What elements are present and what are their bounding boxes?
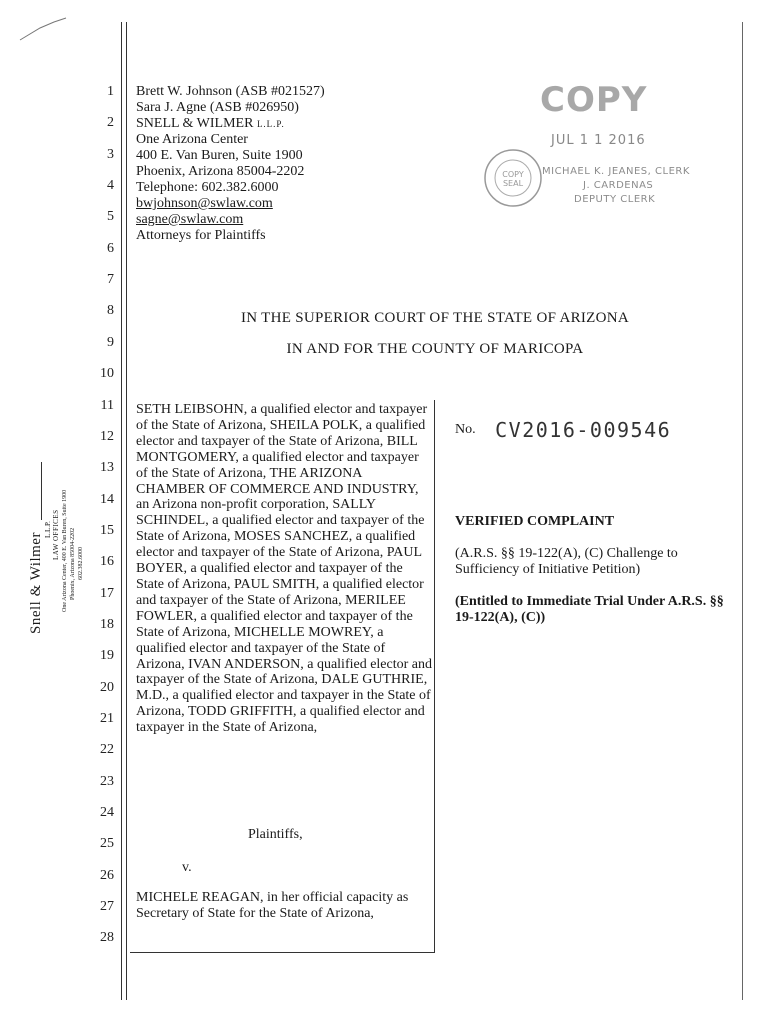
- line-number: 16: [100, 554, 114, 570]
- plaintiffs-caption: SETH LEIBSOHN, a qualified elector and taxpayer of the State of Arizona, SHEILA POLK, a qualified elector and taxpayer of the State of Arizona, BILL MONTGOMERY, a qualified elector and taxpayer of the State of Arizona, THE ARIZONA CHAMBER OF COMMERCE AND INDUSTRY, an Arizona non-profit corporation, SALLY SCHINDEL, a qualified elector and taxpayer of the State of Arizona, MOSES SANCHEZ, a qualified elector and taxpayer of the State of Arizona, PAUL BOYER, a qualified elector and taxpayer of the State of Arizona, PAUL SMITH, a qualified elector and taxpayer of the State of Arizona, MERILEE FOWLER, a qualified elector and taxpayer of the State of Arizona, MICHELLE MOWREY, a qualified elector and taxpayer of the State of Arizona, IVAN ANDERSON, a qualified elector and taxpayer of the State of Arizona, DALE GUTHRIE, M.D., a qualified elector and taxpayer in the State of Arizona, TODD GRIFFITH, a qualified elector and taxpayer in the State of Arizona,: [136, 402, 433, 736]
- line-number: 3: [107, 146, 114, 162]
- line-number: 13: [100, 460, 114, 476]
- right-margin-rule: [742, 22, 743, 1000]
- attorney-line: Sara J. Agne (ASB #026950): [136, 100, 299, 115]
- firm-side-city: Phoenix, Arizona 85004-2202: [70, 527, 76, 600]
- document-title: VERIFIED COMPLAINT: [455, 514, 615, 529]
- pen-mark: [18, 14, 68, 44]
- line-number: 2: [107, 115, 114, 131]
- seal-text-top: COPY: [502, 170, 524, 179]
- firm-side-phone: 602.382.6000: [78, 547, 84, 580]
- line-number: 21: [100, 711, 114, 726]
- line-number: 14: [100, 491, 114, 507]
- line-number: 24: [100, 805, 114, 821]
- attorney-line: Phoenix, Arizona 85004-2202: [136, 164, 305, 179]
- firm-side-law-offices: LAW OFFICES: [52, 509, 60, 560]
- entitlement-note: (Entitled to Immediate Trial Under A.R.S. §§ 19-122(A), (C)): [455, 594, 724, 625]
- firm-name-line: [136, 116, 325, 132]
- caption-bottom-rule: [130, 952, 435, 953]
- left-margin-rule: [121, 22, 122, 1000]
- line-number: 28: [100, 930, 114, 946]
- line-number: 15: [100, 522, 114, 538]
- line-number: 27: [100, 899, 114, 915]
- firm-llp: L.L.P.: [256, 119, 285, 129]
- case-number-value: CV2016-009546: [495, 418, 672, 442]
- line-number: 9: [107, 334, 114, 350]
- left-margin-rule-inner: [126, 22, 127, 1000]
- deputy-name: J. CARDENAS: [583, 180, 654, 191]
- court-heading: IN THE SUPERIOR COURT OF THE STATE OF ARIZONA: [240, 310, 630, 326]
- line-number: 1: [107, 84, 114, 99]
- firm-side-llp: L.L.P.: [44, 521, 52, 538]
- line-number: 18: [100, 616, 114, 632]
- line-number: 19: [100, 648, 114, 664]
- stamp-date: JUL 1 1 2016: [551, 133, 646, 148]
- line-number: 17: [100, 585, 114, 601]
- line-number: 11: [100, 397, 114, 413]
- line-number: 8: [107, 303, 114, 319]
- case-number: [455, 418, 671, 442]
- line-number: 10: [100, 366, 114, 382]
- line-number: 20: [100, 679, 114, 695]
- attorney-line: One Arizona Center: [136, 132, 248, 147]
- firm-side-rule: [41, 462, 42, 520]
- line-number: 22: [100, 742, 114, 758]
- copy-stamp: COPY: [540, 80, 648, 120]
- line-number: 23: [100, 773, 114, 789]
- line-number: 4: [107, 178, 114, 194]
- caption-divider: [434, 400, 435, 952]
- firm-name: SNELL & WILMER: [136, 116, 254, 131]
- attorney-line: Telephone: 602.382.6000: [136, 180, 279, 195]
- clerk-name: MICHAEL K. JEANES, CLERK: [542, 166, 690, 177]
- case-number-label: No.: [455, 422, 476, 437]
- line-number: 12: [100, 428, 114, 444]
- versus-label: v.: [182, 860, 192, 875]
- line-number: 26: [100, 867, 114, 883]
- attorney-block: [136, 84, 325, 244]
- firm-side-address: One Arizona Center, 400 E. Van Buren, Suite 1900: [62, 489, 68, 612]
- plaintiffs-label: Plaintiffs,: [248, 827, 303, 842]
- email-link[interactable]: sagne@swlaw.com: [136, 212, 244, 227]
- line-number: 7: [107, 272, 114, 288]
- line-number: 5: [107, 209, 114, 225]
- line-number: 25: [100, 836, 114, 852]
- attorney-line: Attorneys for Plaintiffs: [136, 228, 266, 243]
- email-link[interactable]: bwjohnson@swlaw.com: [136, 196, 273, 211]
- statute-reference: (A.R.S. §§ 19-122(A), (C) Challenge to Sufficiency of Initiative Petition): [455, 546, 678, 577]
- court-seal-icon: [481, 146, 545, 210]
- attorney-line: Brett W. Johnson (ASB #021527): [136, 84, 325, 99]
- seal-text-bottom: SEAL: [502, 179, 524, 188]
- defendant-caption: MICHELE REAGAN, in her official capacity as Secretary of State for the State of Arizona,: [136, 890, 409, 921]
- attorney-line: 400 E. Van Buren, Suite 1900: [136, 148, 303, 163]
- county-heading: IN AND FOR THE COUNTY OF MARICOPA: [286, 341, 584, 357]
- firm-side-name: Snell & Wilmer: [28, 532, 44, 634]
- deputy-title: DEPUTY CLERK: [574, 194, 656, 205]
- line-number: 6: [107, 240, 114, 256]
